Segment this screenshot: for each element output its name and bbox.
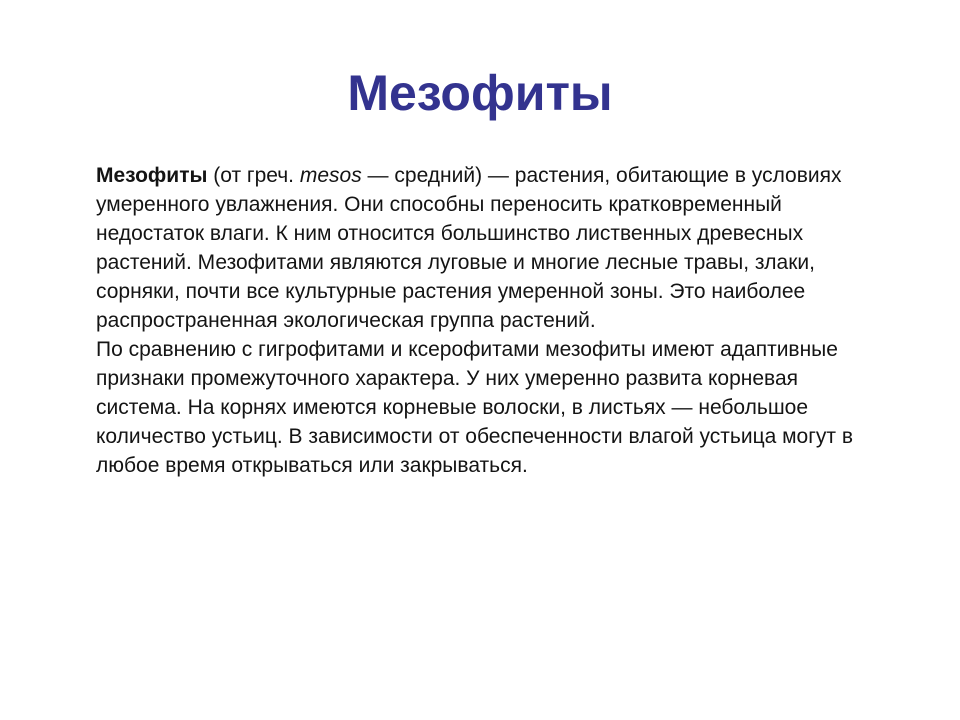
term-bold: Мезофиты <box>96 164 208 187</box>
slide-title: Мезофиты <box>347 65 613 121</box>
definition-part1: (от греч. <box>207 164 300 187</box>
paragraph-comparison: По сравнению с гигрофитами и ксерофитами мезофиты имеют адаптивные признаки промежуточного характера. У них умеренно развита корневая система. На корнях имеются корневые волоски, в листьях — небольшое количество устьиц. В зависимости от обеспеченности влагой устьица могут в любое время открываться или закрываться. <box>96 338 853 477</box>
definition-part2: — средний) — растения, обитающие в условиях умеренного увлажнения. Они способны переносить кратковременный недостаток влаги. К ним относится большинство лиственных древесных растений. Мезофитами являются луговые и многие лесные травы, злаки, сорняки, почти все культурные растения умеренной зоны. Это наиболее распространенная экологическая группа растений. <box>96 164 842 332</box>
slide-body <box>96 161 876 480</box>
greek-word: mesos <box>299 164 362 187</box>
paragraph-definition <box>96 161 876 335</box>
